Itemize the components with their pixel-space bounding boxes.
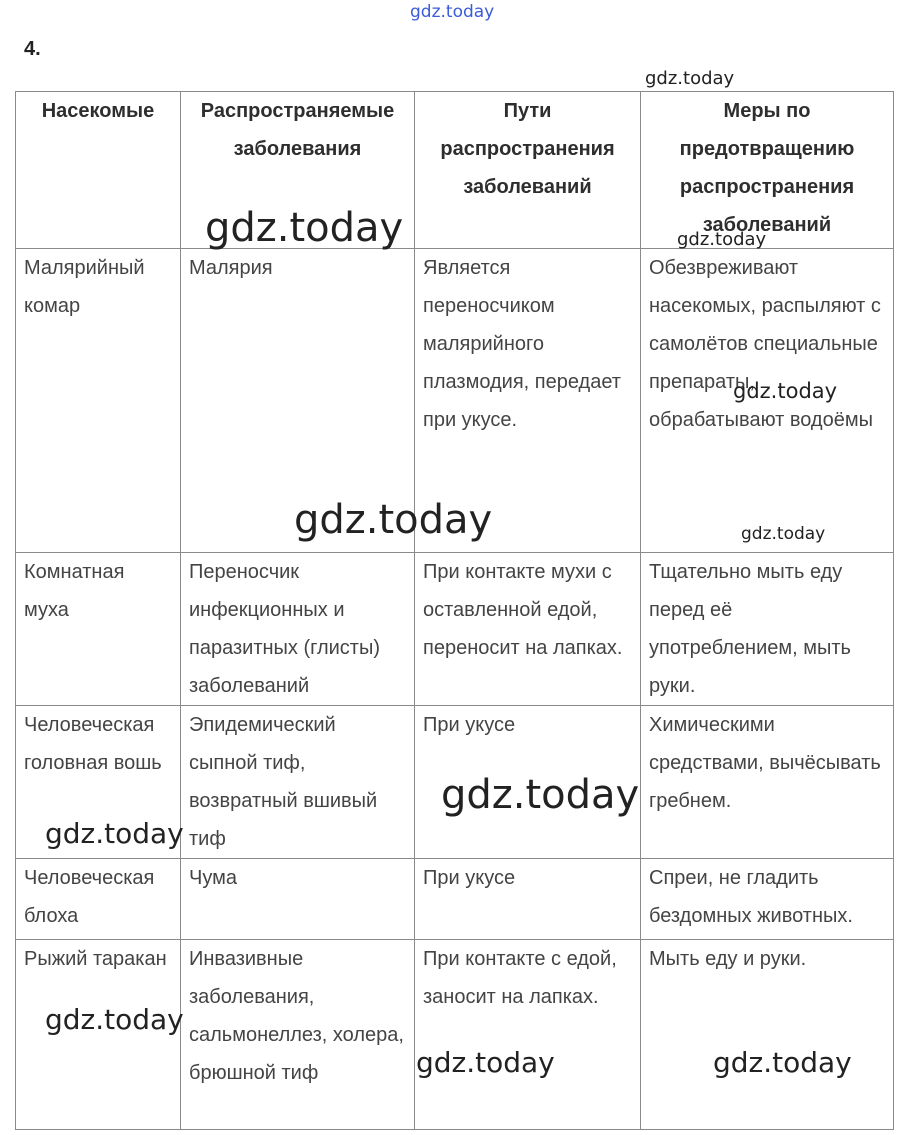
cell-diseases: Переносчик инфекционных и паразитных (глисты) заболеваний — [181, 553, 415, 706]
table-row — [16, 249, 894, 553]
watermark: gdz.today — [713, 1046, 852, 1079]
table-row — [16, 706, 894, 859]
task-number: 4. — [24, 38, 41, 60]
table-row — [16, 859, 894, 940]
insect-diseases-table — [15, 91, 894, 1130]
header-insects: Насекомые — [16, 92, 181, 249]
header-diseases: Распространяемые заболевания — [181, 92, 415, 249]
header-ways: Пути распространения заболеваний — [415, 92, 641, 249]
cell-insect: Человеческая блоха — [16, 859, 181, 940]
cell-diseases: Инвазивные заболевания, сальмонеллез, холера, брюшной тиф — [181, 940, 415, 1130]
watermark: gdz.today — [441, 772, 640, 818]
cell-ways: При контакте мухи с оставленной едой, переносит на лапках. — [415, 553, 641, 706]
cell-measures: Тщательно мыть еду перед её употреблением, мыть руки. — [641, 553, 894, 706]
watermark: gdz.today — [45, 1003, 184, 1036]
cell-insect: Рыжий таракан — [16, 940, 181, 1130]
cell-diseases: Малярия — [181, 249, 415, 553]
watermark: gdz.today — [645, 68, 735, 89]
cell-insect: Комнатная муха — [16, 553, 181, 706]
cell-measures: Спреи, не гладить бездомных животных. — [641, 859, 894, 940]
table-row — [16, 553, 894, 706]
watermark: gdz.today — [205, 205, 404, 251]
cell-ways: При укусе — [415, 859, 641, 940]
watermark: gdz.today — [294, 497, 493, 543]
watermark: gdz.today — [741, 524, 826, 544]
cell-measures: Химическими средствами, вычёсывать гребнем. — [641, 706, 894, 859]
header-measures: Меры по предотвращению распространения заболеваний — [641, 92, 894, 249]
cell-diseases: Чума — [181, 859, 415, 940]
watermark: gdz.today — [677, 229, 767, 250]
table-header-row — [16, 92, 894, 249]
cell-insect: Человеческая головная вошь — [16, 706, 181, 859]
cell-measures: Обезвреживают насекомых, распыляют с самолётов специальные препараты, обрабатывают водоёмы — [641, 249, 894, 553]
cell-ways: Является переносчиком малярийного плазмодия, передает при укусе. — [415, 249, 641, 553]
cell-diseases: Эпидемический сыпной тиф, возвратный вшивый тиф — [181, 706, 415, 859]
watermark: gdz.today — [45, 817, 184, 850]
watermark: gdz.today — [733, 379, 838, 403]
cell-insect: Малярийный комар — [16, 249, 181, 553]
table-row — [16, 940, 894, 1130]
watermark: gdz.today — [410, 2, 495, 22]
cell-ways: При укусе — [415, 706, 641, 859]
cell-ways: При контакте с едой, заносит на лапках. — [415, 940, 641, 1130]
watermark: gdz.today — [416, 1046, 555, 1079]
cell-measures: Мыть еду и руки. — [641, 940, 894, 1130]
